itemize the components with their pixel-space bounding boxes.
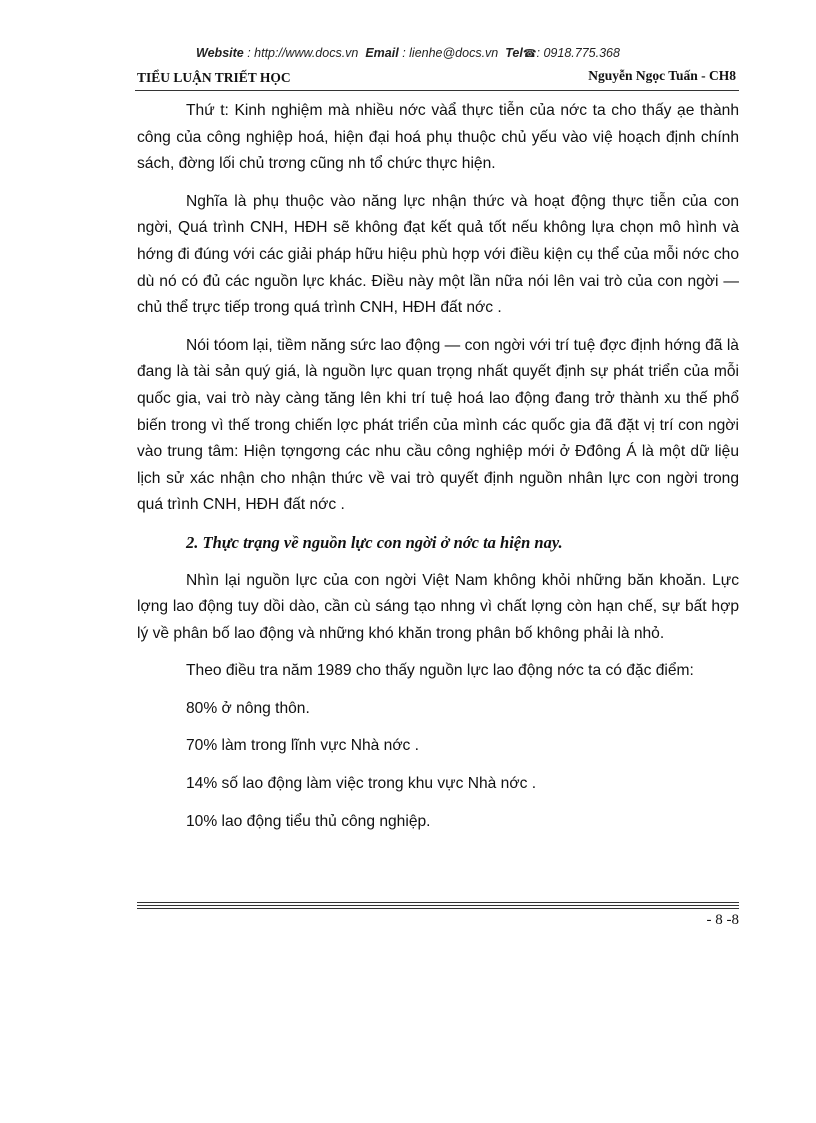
page-number: - 8 -8 (706, 912, 739, 928)
phone-icon: ☎ (522, 48, 537, 60)
list-item: 10% lao động tiểu thủ công nghiệp. (186, 812, 431, 830)
footer-divider (137, 902, 739, 903)
paragraph: Nhìn lại nguồn lực của con ngời Việt Nam không khỏi những băn khoăn. Lực lợng lao động tuy dồi dào, cần cù sáng tạo nhng vì chất lợng còn hạn chế, sự bất hợp lý về phân bố lao động và những khó khăn trong phân bố không phải là nhỏ. (137, 571, 739, 642)
paragraph: Nói tóom lại, tiềm năng sức lao động — con ngời với trí tuệ đợc định hớng đã là đang là tài sản quý giá, là nguồn lực quan trọng nhất quyết định sự phát triển của mỗi quốc gia, vai trò này càng tăng lên khi trí tuệ hoá lao động đang trở thành xu thế phổ biến trong vì thế trong chiến lợc phát triển của mình các quốc gia đã đặt vị trí con ngời vào trung tâm: Hiện tợngơng các nhu cầu công nghiệp mới ở Đđông Á là một dữ liệu lịch sử xác nhận cho nhận thức về vai trò quyết định nguồn nhân lực con ngời trong quá trình CNH, HĐH đất nớc . (137, 336, 739, 514)
footer-divider (137, 905, 739, 906)
email-label: Email (365, 46, 399, 60)
tel-label: Tel (505, 46, 523, 60)
author-header: Nguyễn Ngọc Tuấn - CH8 (588, 68, 736, 83)
footer-divider (137, 908, 739, 909)
document-body (137, 98, 739, 846)
paragraph: Nghĩa là phụ thuộc vào năng lực nhận thức và hoạt động thực tiễn của con ngời, Quá trình CNH, HĐH sẽ không đạt kết quả tốt nếu không lựa chọn mô hình và hớng đi đúng với các giải pháp hữu hiệu phù hợp với điều kiện cụ thể của mỗi nớc cho dù nó có đủ các nguồn lực khác. Điều này một lần nữa nói lên vai trò của con ngời — chủ thể trực tiếp trong quá trình CNH, HĐH đất nớc . (137, 192, 739, 317)
document-title-header: TIỂU LUẬN TRIẾT HỌC (137, 70, 291, 85)
list-item: 14% số lao động làm việc trong khu vực Nhà nớc . (186, 775, 537, 793)
email-address: : lienhe@docs.vn (402, 46, 499, 60)
paragraph: Thứ t: Kinh nghiệm mà nhiều nớc vàẩ thực tiễn của nớc ta cho thấy ạe thành công của công nghiệp hoá, hiện đại hoá phụ thuộc chủ yếu vào việ hoạch định chính sách, đờng lối chủ trơng cũng nh tổ chức thực hiện. (137, 102, 739, 173)
list-item: 80% ở nông thôn. (186, 699, 310, 717)
list-item: 70% làm trong lĩnh vực Nhà nớc . (186, 737, 420, 755)
website-url: : http://www.docs.vn (247, 46, 359, 60)
website-label: Website (196, 46, 244, 60)
section-heading: 2. Thực trạng về nguồn lực con ngời ở nớc ta hiện nay. (186, 532, 563, 552)
tel-number: : 0918.775.368 (536, 46, 620, 60)
paragraph: Theo điều tra năm 1989 cho thấy nguồn lực lao động nớc ta có đặc điểm: (186, 662, 694, 680)
site-contact-bar (0, 46, 816, 60)
header-divider (135, 90, 739, 91)
